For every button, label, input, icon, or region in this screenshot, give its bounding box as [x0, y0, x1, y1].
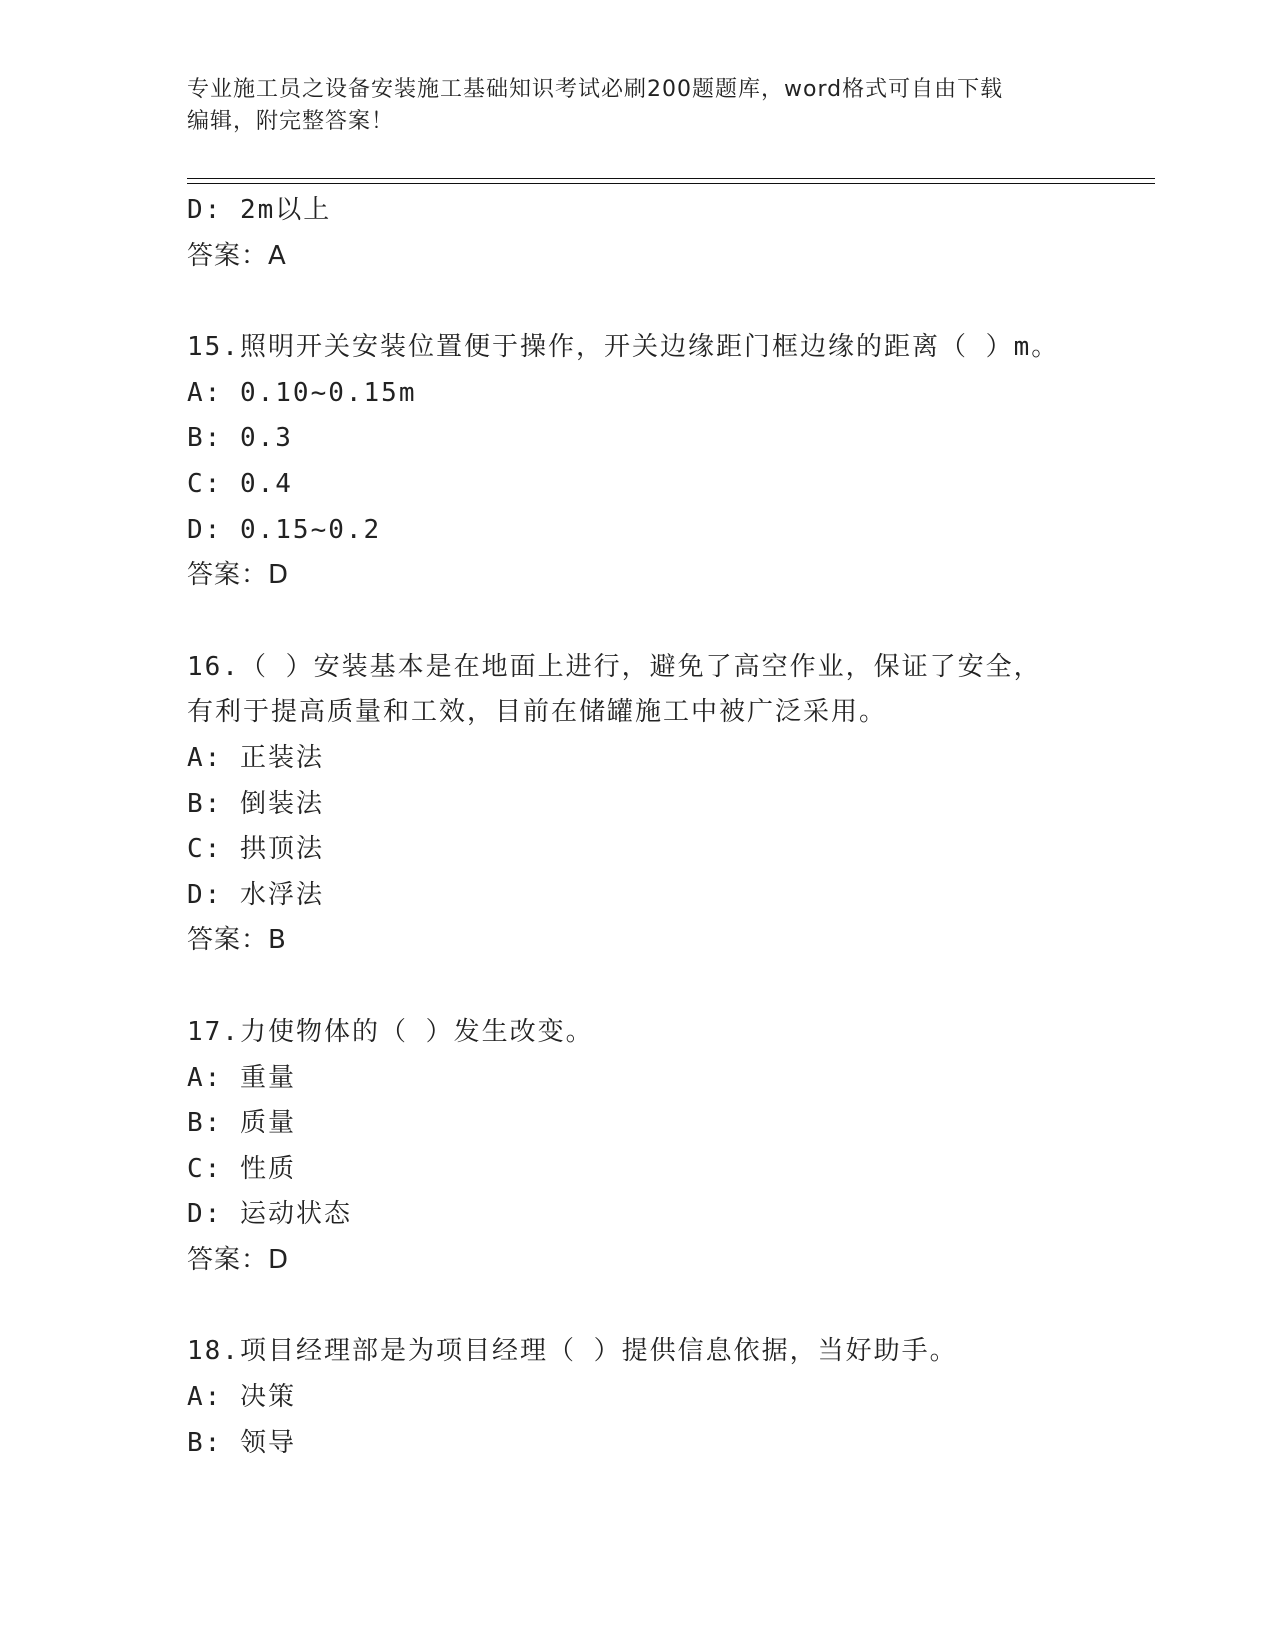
q18-stem: 18.项目经理部是为项目经理（ ）提供信息依据，当好助手。: [187, 1336, 958, 1367]
q17-option-d: D: 运动状态: [187, 1199, 352, 1230]
q16-option-d: D: 水浮法: [187, 879, 324, 910]
q16-option-b: B: 倒装法: [187, 788, 324, 819]
q15-stem: 15.照明开关安装位置便于操作，开关边缘距门框边缘的距离（ ）m。: [187, 332, 1060, 363]
q16-option-c: C: 拱顶法: [187, 834, 324, 865]
header-rule-top: [187, 178, 1155, 179]
q17-option-a: A: 重量: [187, 1062, 296, 1093]
question-list: [187, 188, 1155, 1466]
q14-option-d: D: 2m以上: [187, 195, 332, 225]
q18-option-a: A: 决策: [187, 1382, 296, 1413]
header-rule-bottom: [187, 183, 1155, 184]
q17-option-b: B: 质量: [187, 1108, 296, 1139]
q15-option-b: B: 0.3: [187, 423, 293, 454]
q16-stem-line-1: 16.（ ）安装基本是在地面上进行，避免了高空作业，保证了安全，: [187, 651, 1042, 682]
q15-option-d: D: 0.15~0.2: [187, 514, 382, 545]
q14-answer: 答案：A: [187, 240, 287, 271]
q17-stem: 17.力使物体的（ ）发生改变。: [187, 1016, 594, 1047]
q17-option-c: C: 性质: [187, 1153, 296, 1184]
q16-stem-line-2: 有利于提高质量和工效，目前在储罐施工中被广泛采用。: [187, 697, 888, 728]
q17-answer: 答案：D: [187, 1244, 290, 1275]
q16-option-a: A: 正装法: [187, 742, 324, 773]
document-header: [187, 74, 1087, 138]
q18-option-b: B: 领导: [187, 1427, 296, 1458]
q15-option-a: A: 0.10~0.15m: [187, 377, 417, 408]
q15-option-c: C: 0.4: [187, 468, 293, 499]
q16-answer: 答案：B: [187, 925, 287, 956]
header-line-1: 专业施工员之设备安装施工基础知识考试必刷200题题库，word格式可自由下载: [187, 77, 1004, 102]
header-line-2: 编辑，附完整答案！: [187, 109, 395, 134]
q15-answer: 答案：D: [187, 560, 290, 591]
